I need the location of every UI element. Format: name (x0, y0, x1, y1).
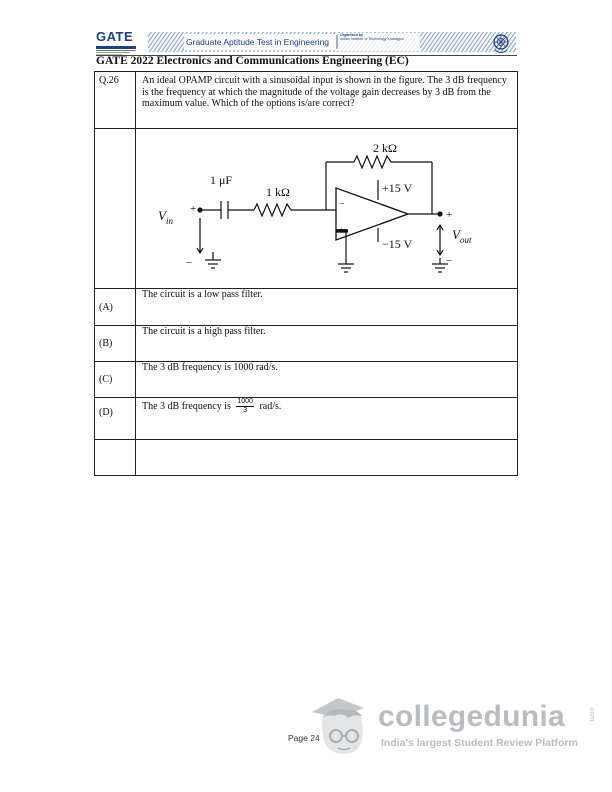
option-row-b (95, 326, 518, 362)
opamp-circuit-diagram (150, 140, 500, 286)
option-text-after: rad/s. (259, 400, 282, 412)
output-polarity-minus: − (446, 255, 453, 267)
option-label: (D) (95, 398, 136, 440)
option-text: The circuit is a high pass filter. (136, 326, 518, 362)
question-row (95, 72, 518, 129)
capacitor-value: 1 μF (210, 173, 233, 187)
page-number-value: 24 (310, 733, 320, 743)
option-text-before: The 3 dB frequency is (142, 400, 231, 412)
page-number (288, 733, 320, 743)
input-resistor-symbol (254, 204, 291, 216)
organiser-block (340, 33, 404, 41)
option-fraction (236, 398, 254, 415)
figure-row-label-cell (95, 129, 136, 289)
option-text (136, 398, 518, 440)
fraction-denominator: 3 (243, 407, 248, 414)
question-number: Q.26 (95, 72, 136, 129)
watermark-com: .com (588, 706, 595, 722)
option-label: (C) (95, 362, 136, 398)
input-polarity-minus: − (186, 257, 193, 269)
input-voltage-arrow (197, 218, 203, 253)
option-text: The 3 dB frequency is 1000 rad/s. (136, 362, 518, 398)
feedback-resistor-symbol (354, 156, 391, 168)
inverting-input-marker: − (339, 199, 345, 210)
negative-supply-label: −15 V (382, 237, 413, 251)
output-terminal (438, 212, 442, 216)
capacitor-symbol (221, 201, 228, 219)
collegedunia-mascot-icon (298, 684, 378, 764)
blank-cell (136, 440, 518, 476)
positive-supply-label: +15 V (382, 181, 413, 195)
watermark-brand: collegedunia (378, 700, 565, 733)
input-polarity-plus: + (190, 203, 197, 215)
option-label: (B) (95, 326, 136, 362)
gate-logo: GATE (96, 30, 142, 54)
blank-cell (95, 440, 136, 476)
iit-emblem-icon (491, 33, 511, 55)
option-text: The circuit is a low pass filter. (136, 289, 518, 326)
question-text: An ideal OPAMP circuit with a sinusoidal input is shown in the figure. The 3 dB frequency is the frequency at which the magnitude of the voltage gain decreases by 3 dB from the maximum value. Which of the options is/are correct? (136, 72, 518, 129)
input-voltage-label: $V_{in}$ (158, 208, 173, 226)
feedback-resistor-value: 2 kΩ (373, 141, 397, 155)
watermark-tagline: India's largest Student Review Platform (381, 737, 578, 749)
input-resistor-value: 1 kΩ (266, 185, 290, 199)
banner-title: Graduate Aptitude Test in Engineering (186, 37, 330, 47)
exam-title: GATE 2022 Electronics and Communications Engineering (EC) (96, 55, 409, 67)
blank-row (95, 440, 518, 476)
output-voltage-arrow (437, 225, 443, 255)
ground-symbol (205, 260, 221, 268)
option-row-c (95, 362, 518, 398)
option-row-a (95, 289, 518, 326)
option-label: (A) (95, 289, 136, 326)
ground-symbol (338, 264, 354, 272)
organised-by-label: Organised by (340, 33, 363, 37)
output-voltage-label: $V_{out}$ (452, 227, 472, 245)
fraction-numerator: 1000 (237, 398, 253, 405)
noninverting-input-marker: + (339, 226, 345, 237)
option-row-d (95, 398, 518, 440)
organiser-name: Indian Institute of Technology Kharagpur (340, 37, 405, 42)
output-polarity-plus: + (446, 209, 453, 221)
page-prefix: Page (288, 733, 308, 743)
